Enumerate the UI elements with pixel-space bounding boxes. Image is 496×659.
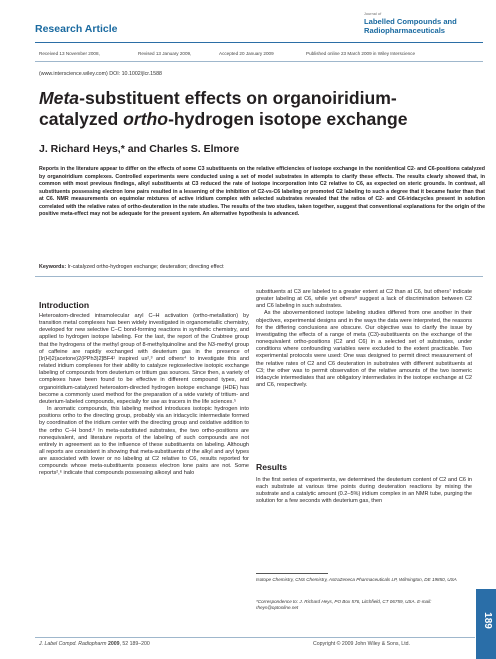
accepted-date: Accepted 20 January 2009 <box>219 51 274 56</box>
received-date: Received 13 November 2008, <box>39 51 100 56</box>
title-text-2: -hydrogen isotope exchange <box>168 109 408 129</box>
page-header <box>0 0 496 44</box>
journal-name: Labelled Compounds and Radiopharmaceuticals <box>364 17 457 35</box>
journal-prefix: Journal of <box>364 12 382 16</box>
intro-paragraph-1: Heteroatom-directed intramolecular aryl C–H activation (ortho-metallation) by transition metal complexes has been widely investigated in organometallic chemistry, developed for new selective C–C bond-forming reactions in synthetic chemistry, and applied to hydrogen isotope labeling. For the last, the report of the Crabtree group that the hydrogens of the methyl group of 8-methylquinoline and the N3-methyl group of caffeine are rapidly exchanged with deuterium gas in the presence of [Ir(H)2(acetone)2(PPh3)2]BF4¹ inspired us²,³ and others⁴ to investigate this and related iridium complexes for their ability to catalyze regioselective isotopic exchange labeling of compounds from deuterium or tritium gas sources. Since then, a variety of complexes have been found to be effective in different compound types, and organoiridium-catalyzed heteroatom-directed hydrogen isotope exchange (HDE) has become a commonly used method for the preparation of a wide variety of tritium- and deuterium-labeled compounds, especially for use as tracers in the life sciences.⁵ <box>39 313 249 405</box>
keywords-divider <box>35 276 483 277</box>
citation <box>39 641 150 647</box>
dates-divider <box>35 61 483 62</box>
introduction-column <box>39 313 249 478</box>
article-title <box>39 88 459 130</box>
title-italic-meta: Meta <box>39 88 80 108</box>
results-heading: Results <box>256 462 288 472</box>
results-paragraph-1: In the first series of experiments, we determined the deuterium content of C2 and C6 in each substrate at various time points during deuteration reactions by mixing the substrate and a catalytic amount (0.2–5%) iridium complex in an NMR tube, purging the solution for a few seconds with deuterium gas, then <box>256 477 472 505</box>
keywords-label: Keywords: <box>39 264 67 270</box>
abstract: Reports in the literature appear to differ on the effects of some C3 substituents on the relative efficiencies of isotope exchange in the nonidentical C2- and C6-positions catalyzed by organoiridium complexes. Controlled experiments were conducted using a set of model substrates in attempts to clarify these effects. The results clearly showed that, in common with most previous findings, alkyl substituents at C3 reduced the rate of isotope incorporation into C2 relative to C6, as expected on steric grounds. In contrast, all substituents possessing electron lone pairs resulted in a lessening of the inhibition of C2-vs-C6 labeling or promoted C2 labeling to such a degree that it became faster than that at C6. NMR measurements on equimolar mixtures of active iridium complex with selected substrates revealed that the ratios of C2- and C6-iridacycles present in solution correlated with the relative rates of ortho-deuteration in the rate studies. The results of the two studies, taken together, suggest that conventional explanations for the origin of the positive meta-effect may not be adequate for the present system. An alternative hypothesis is advanced. <box>39 166 485 218</box>
right-column <box>256 289 472 389</box>
keywords <box>39 264 485 271</box>
publication-dates <box>39 51 483 59</box>
keywords-text: Ir-catalyzed ortho-hydrogen exchange; deuteration; directing effect <box>67 264 224 270</box>
footer-divider <box>35 637 475 638</box>
author-list: J. Richard Heys,* and Charles S. Elmore <box>39 143 240 155</box>
results-column <box>256 477 472 506</box>
copyright: Copyright © 2009 John Wiley & Sons, Ltd. <box>313 641 410 647</box>
right-paragraph-2: As the abovementioned isotope labeling studies differed from one another in their objectives, experimental designs and in the ways the data were interpreted, the reasons for the differing conclusions are obscure. Our objective was to clarify the issue by investigating the effects of a range of meta (C3)-substituents on the exchange of the nonequivalent ortho-positions (C2 and C6) in a selected set of substrates, under conditions where confounding variables were excluded to the extent practicable. Two experimental protocols were used: One was designed to permit direct measurement of the relative rates of C2 and C6 deuteration in substrates with different substituents at C3; the other was to permit observation of the relative amounts of the two isomeric iridacycle intermediates that are obligatory intermediates in the isotope exchange at C2 and C6, respectively. <box>256 310 472 389</box>
revised-date: Revised 13 January 2009, <box>138 51 192 56</box>
title-text-1: -substituent effects on organoiridium-catalyzed <box>39 88 397 129</box>
article-type-label: Research Article <box>35 23 118 35</box>
header-divider <box>35 42 483 43</box>
citation-year: 2009 <box>107 641 120 647</box>
page-number: 189 <box>481 612 493 629</box>
affiliation-footnote: Isotope Chemistry, CNS Chemistry, AstraZeneca Pharmaceuticals LP, Wilmington, DE 19850, USA <box>256 577 457 582</box>
published-date: Published online 23 March 2009 in Wiley Interscience <box>306 51 416 56</box>
page-number-tab <box>476 589 496 659</box>
citation-pages: , 52 189–200 <box>119 641 150 647</box>
correspondence-footnote: *Correspondence to: J. Richard Heys, PO Box 576, Litchfield, CT 06759, USA. E-mail: rheys@optonline.net <box>256 599 432 610</box>
introduction-heading: Introduction <box>39 300 90 310</box>
title-italic-ortho: ortho <box>123 109 169 129</box>
citation-journal: J. Label Compd. Radiopharm <box>39 641 107 647</box>
doi-line: (www.interscience.wiley.com) DOI: 10.1002/jlcr.1588 <box>39 71 162 77</box>
intro-paragraph-2: In aromatic compounds, this labeling method introduces isotopic hydrogen into positions ortho to the directing group, probably via an iridacyclic intermediate formed by coordination of the iridium center with the directing group and oxidative addition to the ortho C–H bond.⁶ In meta-substituted substrates, the two ortho-positions are nonequivalent, and literature reports of the labeling of such compounds are not entirely in agreement as to the influence of these substituents on labeling. Although all reports are consistent in showing that meta-substituents of the alkyl and aryl types are associated with lower or no labeling at C2 relative to C6, results reported for compounds whose meta-substituents possess electron lone pairs are not. Some reports²,⁶ indicate that compounds possessing alkoxyl and halo <box>39 406 249 477</box>
right-paragraph-1: substituents at C3 are labeled to a greater extent at C2 than at C6, but others⁷ indicate greater labeling at C6, while yet others⁸ suggest a lack of discrimination between C2 and C6 labeling in such substrates. <box>256 289 472 310</box>
footnote-divider <box>256 573 328 574</box>
